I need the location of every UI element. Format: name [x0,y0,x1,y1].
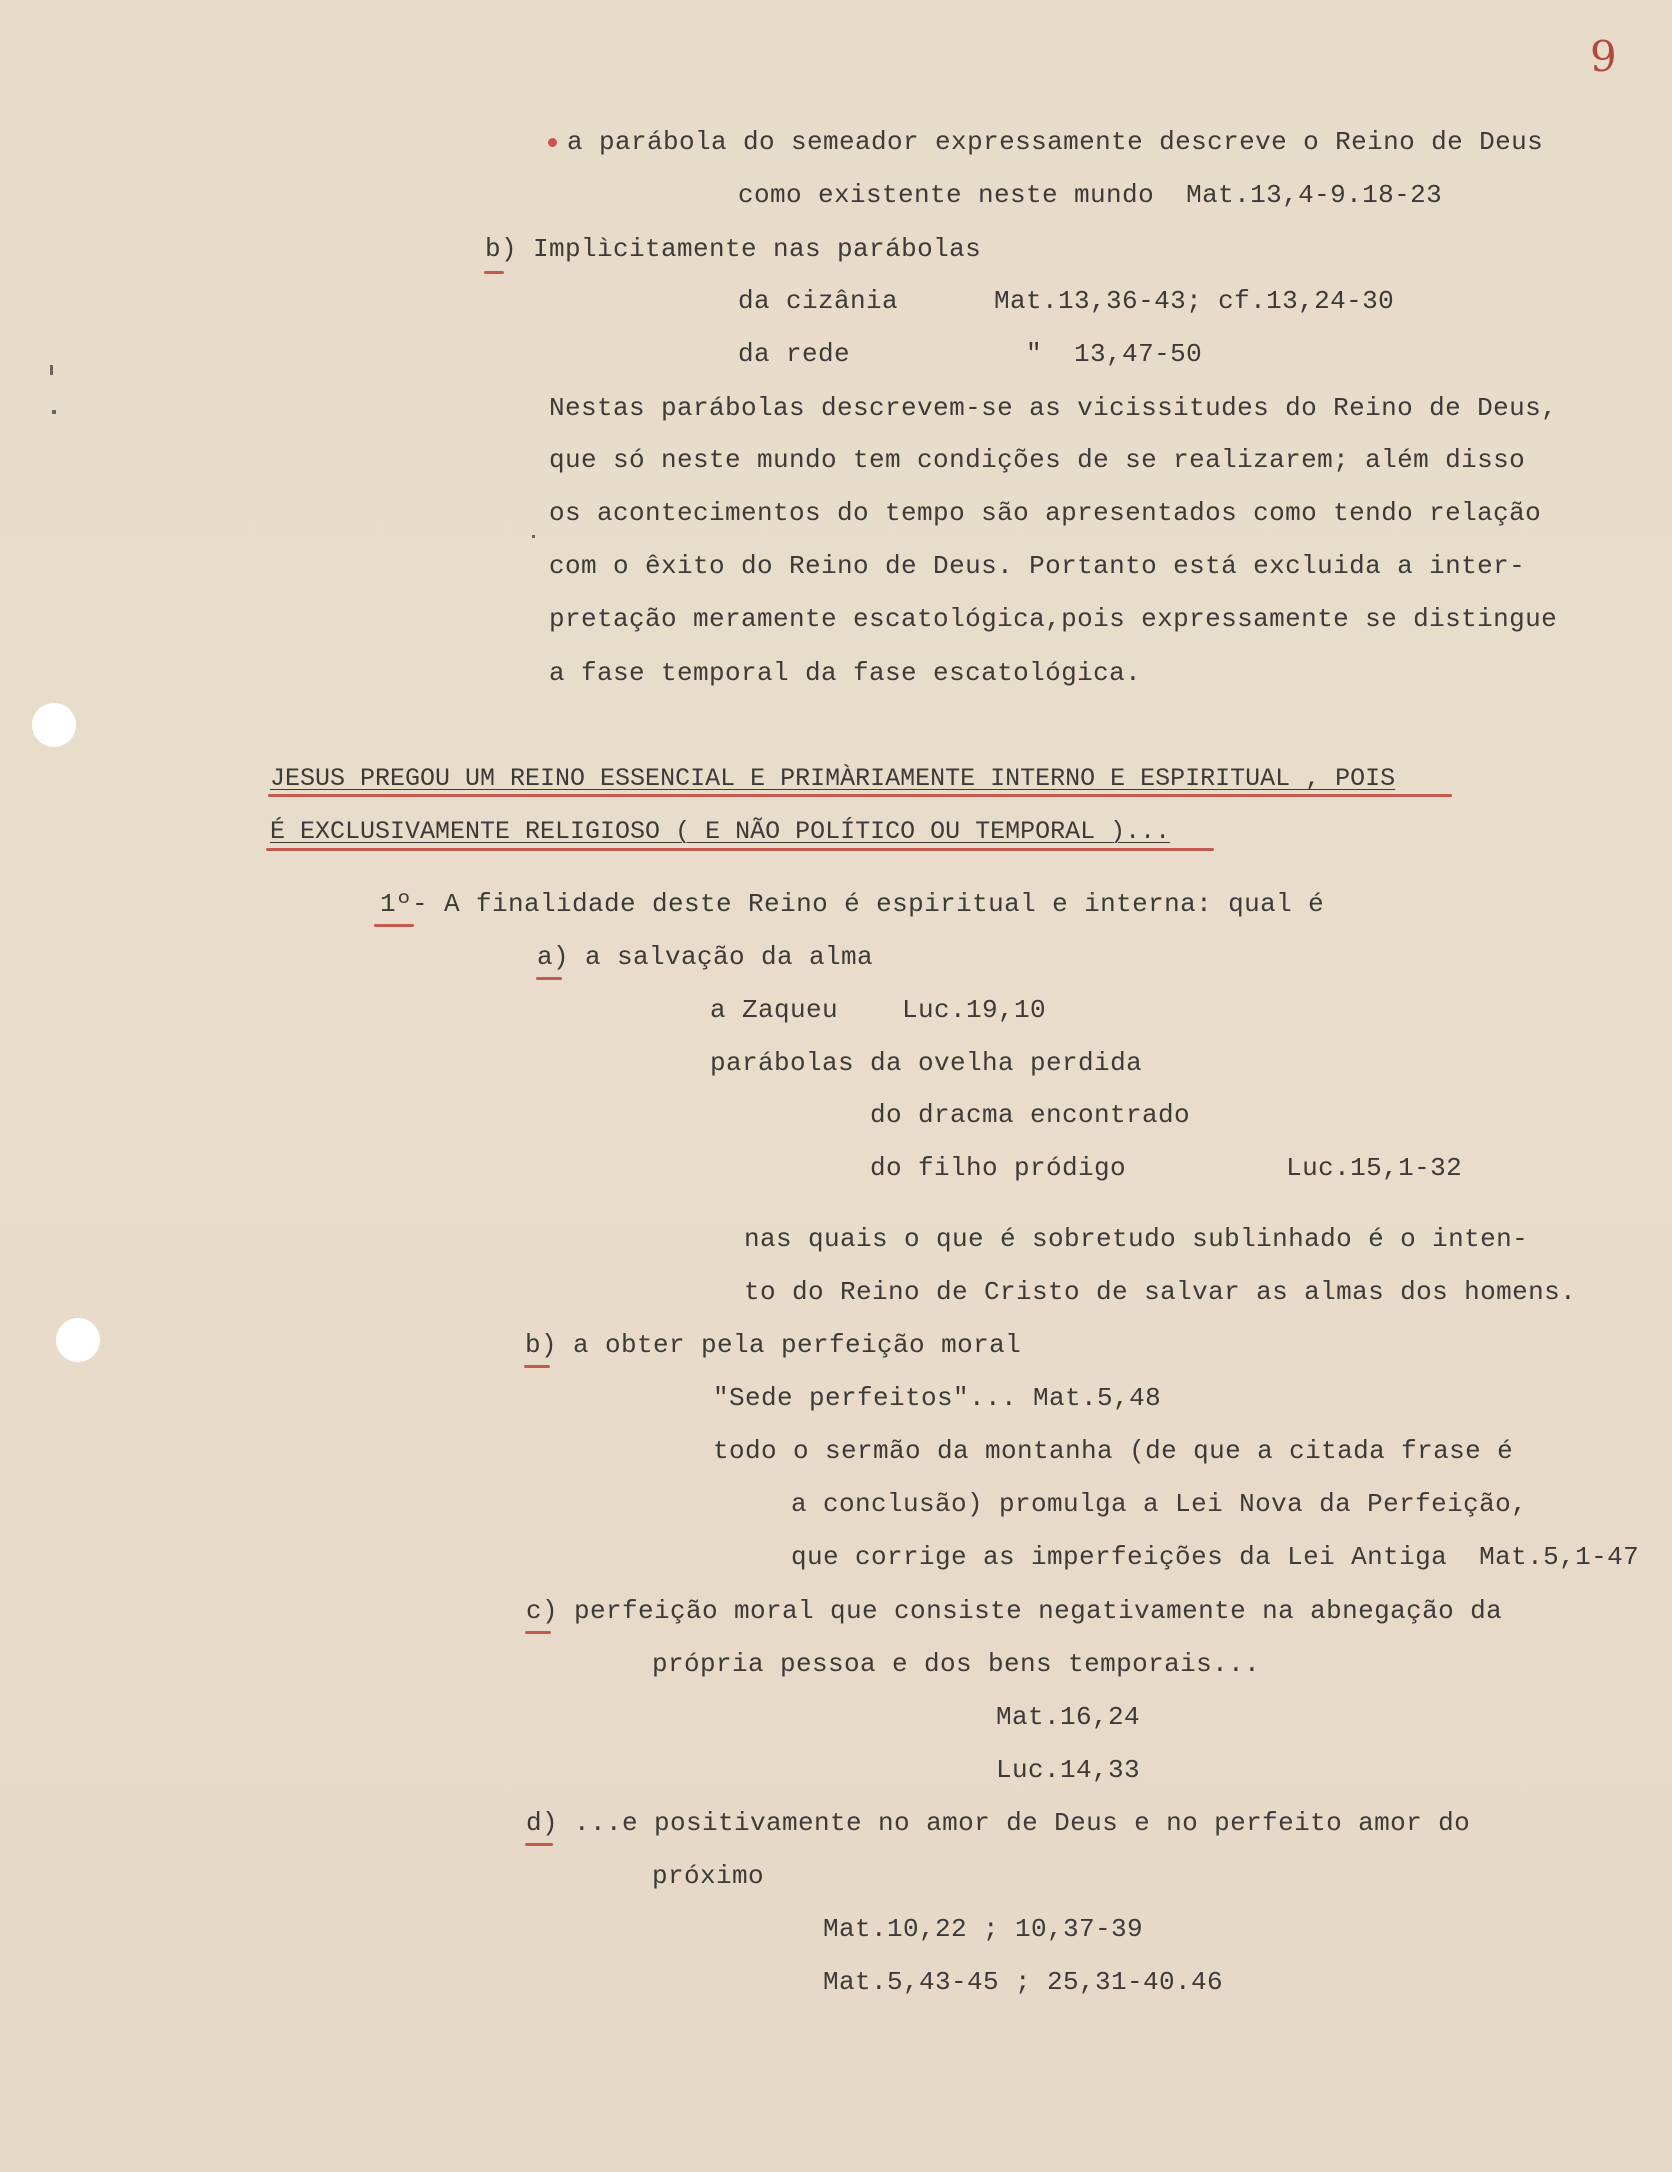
text-line: com o êxito do Reino de Deus. Portanto está excluida a inter- [549,551,1526,581]
punch-hole-bottom [56,1318,100,1362]
text-line: do dracma encontrado [870,1100,1191,1130]
text-line: Mat.10,22 ; 10,37-39 [823,1914,1144,1944]
text-line: pretação meramente escatológica,pois expressamente se distingue [549,604,1558,634]
punch-hole-top [32,703,76,747]
red-underline-c [525,1631,551,1634]
text-line: Mat.16,24 [996,1702,1141,1732]
text-line: to do Reino de Cristo de salvar as almas dos homens. [744,1277,1577,1307]
text-line: própria pessoa e dos bens temporais... [652,1649,1261,1679]
text-line: como existente neste mundo Mat.13,4-9.18-23 [738,180,1443,210]
paper-speck [532,535,535,538]
text-line: da cizânia Mat.13,36-43; cf.13,24-30 [738,286,1395,316]
red-underline-a [536,977,562,980]
text-line [548,126,1543,158]
page-number: 9 [1590,32,1617,81]
text-line: próximo [652,1861,765,1891]
red-bullet-mark [548,138,557,147]
red-underline-b2 [524,1365,550,1368]
line-text: a parábola do semeador expressamente descreve o Reino de Deus [567,127,1544,157]
red-underline-b [484,271,504,274]
text-line: Luc.14,33 [996,1755,1141,1785]
text-line: que corrige as imperfeições da Lei Antiga Mat.5,1-47 [791,1542,1640,1572]
text-line: a fase temporal da fase escatológica. [549,658,1142,688]
red-underline-heading-2 [266,848,1214,851]
text-line: c) perfeição moral que consiste negativamente na abnegação da [526,1596,1503,1626]
heading-text: É EXCLUSIVAMENTE RELIGIOSO ( E NÃO POLÍTICO OU TEMPORAL )... [270,817,1171,846]
text-line: 1º- A finalidade deste Reino é espiritual e interna: qual é [380,889,1325,919]
text-line: Mat.5,43-45 ; 25,31-40.46 [823,1967,1224,1997]
text-line: b) Implìcitamente nas parábolas [485,234,982,264]
red-underline-d [525,1843,553,1846]
text-line: "Sede perfeitos"... Mat.5,48 [713,1383,1162,1413]
text-line: da rede " 13,47-50 [738,339,1203,369]
text-line: a) a salvação da alma [537,942,874,972]
red-underline-1 [374,924,414,927]
text-line: do filho pródigo Luc.15,1-32 [870,1153,1463,1183]
text-line: parábolas da ovelha perdida [710,1048,1143,1078]
text-line: todo o sermão da montanha (de que a citada frase é [713,1436,1514,1466]
red-underline-heading-1 [268,794,1452,797]
text-line: a Zaqueu Luc.19,10 [710,995,1047,1025]
paper-speck [52,410,56,414]
text-line: Nestas parábolas descrevem-se as vicissitudes do Reino de Deus, [549,393,1558,423]
text-line: os acontecimentos do tempo são apresentados como tendo relação [549,498,1542,528]
section-heading-line-2 [270,816,1170,848]
heading-text: JESUS PREGOU UM REINO ESSENCIAL E PRIMÀRIAMENTE INTERNO E ESPIRITUAL , POIS [270,764,1396,793]
paper-speck [50,365,53,375]
section-heading-line-1 [270,763,1395,795]
text-line: a conclusão) promulga a Lei Nova da Perfeição, [791,1489,1528,1519]
text-line: que só neste mundo tem condições de se realizarem; além disso [549,445,1526,475]
text-line: nas quais o que é sobretudo sublinhado é o inten- [744,1224,1529,1254]
text-line: b) a obter pela perfeição moral [525,1330,1022,1360]
text-line: d) ...e positivamente no amor de Deus e no perfeito amor do [526,1808,1471,1838]
